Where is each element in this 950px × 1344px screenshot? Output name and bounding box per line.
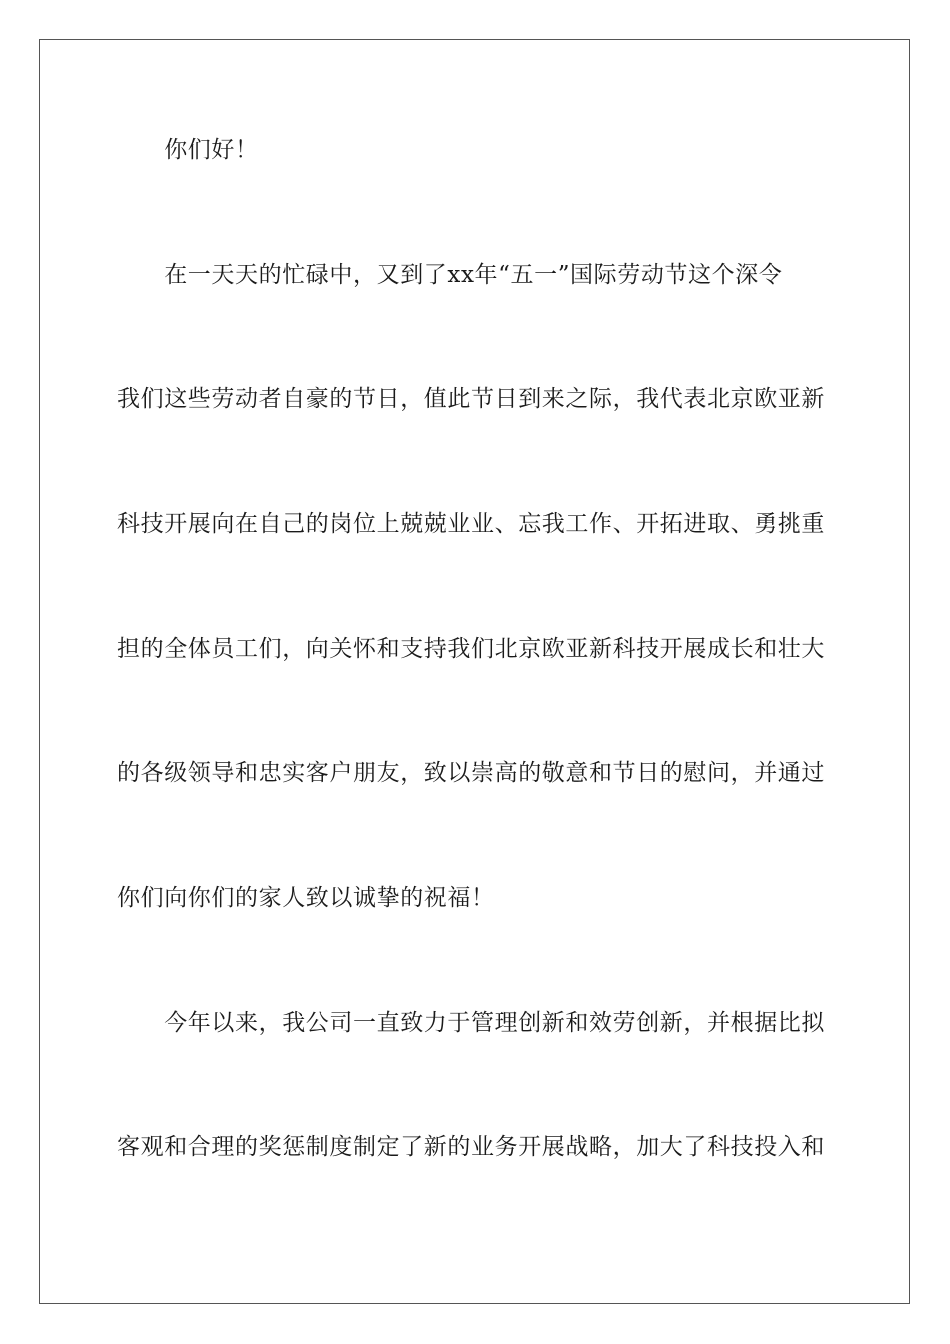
greeting-line: 你们好！ bbox=[117, 137, 259, 163]
paragraph-1-line-5: 的各级领导和忠实客户朋友，致以崇高的敬意和节日的慰问，并通过 bbox=[117, 760, 825, 786]
page-border bbox=[39, 39, 910, 1304]
paragraph-1-line-4: 担的全体员工们，向关怀和支持我们北京欧亚新科技开展成长和壮大 bbox=[117, 636, 825, 662]
paragraph-1-line-2: 我们这些劳动者自豪的节日，值此节日到来之际，我代表北京欧亚新 bbox=[117, 386, 825, 412]
paragraph-1-line-6: 你们向你们的家人致以诚挚的祝福！ bbox=[117, 885, 495, 911]
paragraph-2-line-2: 客观和合理的奖惩制度制定了新的业务开展战略，加大了科技投入和 bbox=[117, 1134, 825, 1160]
paragraph-1-line-3: 科技开展向在自己的岗位上兢兢业业、忘我工作、开拓进取、勇挑重 bbox=[117, 511, 825, 537]
paragraph-2-line-1: 今年以来，我公司一直致力于管理创新和效劳创新，并根据比拟 bbox=[117, 1010, 825, 1036]
paragraph-1-line-1: 在一天天的忙碌中，又到了xx年“五一”国际劳动节这个深令 bbox=[117, 262, 783, 288]
